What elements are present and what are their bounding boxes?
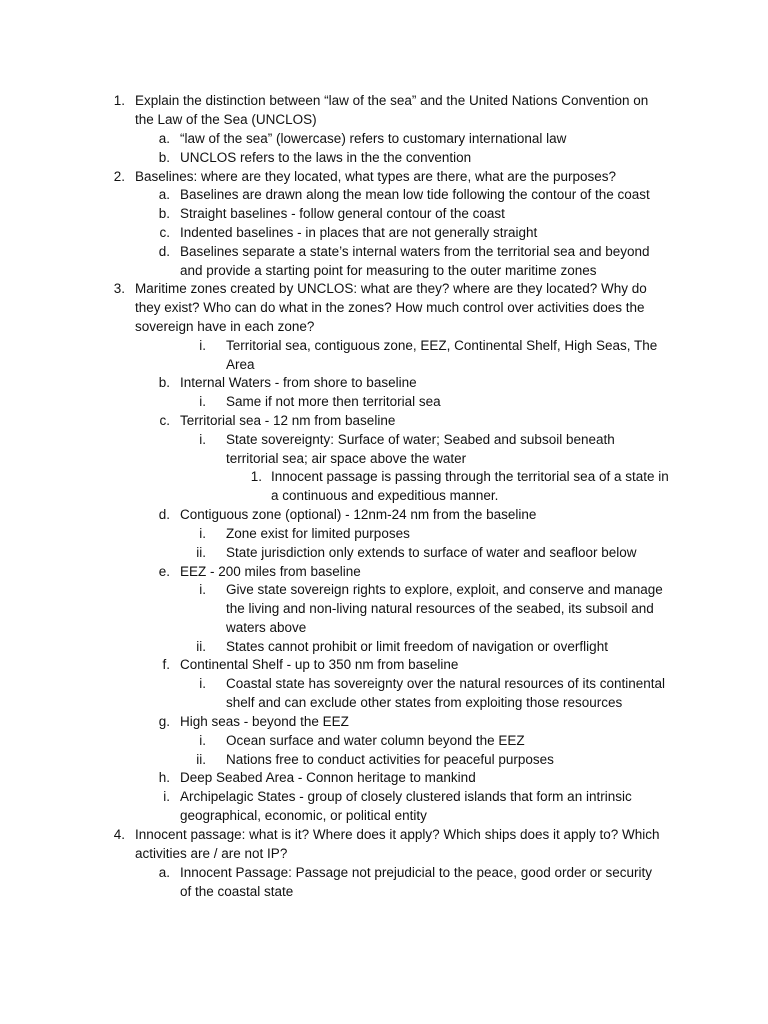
- outline-text-line: Baselines: where are they located, what types are there, what are the purposes?: [135, 169, 617, 184]
- outline-item: [199, 674, 690, 712]
- outline-text-line: States cannot prohibit or limit freedom of navigation or overflight: [226, 639, 608, 654]
- outline-marker: i.: [199, 394, 206, 409]
- outline-text-line: Straight baselines - follow general contour of the coast: [180, 206, 505, 221]
- outline-marker: a.: [158, 187, 170, 202]
- outline-text-line: the Law of the Sea (UNCLOS): [135, 112, 317, 127]
- outline-text-line: the living and non-living natural resources of the seabed, its subsoil and: [226, 601, 654, 616]
- outline-text-line: they exist? Who can do what in the zones? How much control over activities does the: [135, 300, 645, 315]
- outline-item: [158, 185, 690, 204]
- outline-marker: b.: [158, 206, 170, 221]
- outline-text-line: Zone exist for limited purposes: [226, 526, 410, 541]
- outline-marker: i.: [199, 338, 206, 353]
- outline-text-line: Innocent passage: what is it? Where does it apply? Which ships does it apply to? Which: [135, 827, 660, 842]
- outline-marker: ii.: [196, 639, 206, 654]
- outline-item: [199, 430, 690, 468]
- outline-item: [162, 655, 690, 674]
- outline-item: [199, 580, 690, 637]
- outline-item: [158, 863, 690, 901]
- outline-item: [113, 825, 690, 863]
- outline-marker: i.: [199, 733, 206, 748]
- outline-marker: i.: [199, 526, 206, 541]
- outline-text-line: a continuous and expeditious manner.: [271, 488, 499, 503]
- outline-text-line: geographical, economic, or political entity: [180, 808, 427, 823]
- outline-text-line: Maritime zones created by UNCLOS: what are they? where are they located? Why do: [135, 281, 647, 296]
- outline-marker: 4.: [113, 827, 125, 842]
- outline-item: [113, 91, 690, 129]
- outline-text-line: Innocent Passage: Passage not prejudicial to the peace, good order or security: [180, 865, 653, 880]
- outline-item: [158, 129, 690, 148]
- outline-text-line: territorial sea; air space above the water: [226, 451, 467, 466]
- outline-text-line: Innocent passage is passing through the territorial sea of a state in: [271, 469, 669, 484]
- outline-text-line: Territorial sea, contiguous zone, EEZ, Continental Shelf, High Seas, The: [226, 338, 658, 353]
- outline-item: [113, 167, 690, 186]
- outline-text-line: Explain the distinction between “law of the sea” and the United Nations Convention on: [135, 93, 649, 108]
- outline-marker: 3.: [113, 281, 125, 296]
- outline-marker: i.: [199, 676, 206, 691]
- outline-marker: i.: [199, 582, 206, 597]
- outline-marker: 1.: [113, 93, 125, 108]
- outline-item: [199, 392, 690, 411]
- outline-item: [196, 637, 690, 656]
- outline-item: [159, 411, 690, 430]
- outline-item: [158, 204, 690, 223]
- outline-text-line: State sovereignty: Surface of water; Seabed and subsoil beneath: [226, 432, 615, 447]
- outline-marker: d.: [158, 244, 170, 259]
- outline-text-line: Baselines are drawn along the mean low tide following the contour of the coast: [180, 187, 650, 202]
- outline-text-line: Give state sovereign rights to explore, exploit, and conserve and manage: [226, 582, 663, 597]
- outline-item: [158, 148, 690, 167]
- outline-marker: d.: [158, 507, 170, 522]
- outline-text-line: Nations free to conduct activities for peaceful purposes: [226, 752, 554, 767]
- outline-marker: h.: [158, 770, 170, 785]
- outline-text-line: EEZ - 200 miles from baseline: [180, 564, 361, 579]
- outline-item: [199, 731, 690, 750]
- outline-text-line: UNCLOS refers to the laws in the the convention: [180, 150, 472, 165]
- outline-marker: 2.: [113, 169, 125, 184]
- outline-marker: 1.: [250, 469, 262, 484]
- outline-marker: c.: [159, 413, 170, 428]
- outline-marker: c.: [159, 225, 170, 240]
- outline-marker: f.: [162, 657, 170, 672]
- outline-item: [199, 524, 690, 543]
- outline-text-line: State jurisdiction only extends to surface of water and seafloor below: [226, 545, 637, 560]
- outline-item: [196, 543, 690, 562]
- outline-marker: i.: [163, 789, 170, 804]
- outline-marker: b.: [158, 375, 170, 390]
- outline-text-line: Internal Waters - from shore to baseline: [180, 375, 417, 390]
- outline-text-line: shelf and can exclude other states from exploiting those resources: [226, 695, 623, 710]
- outline-text-line: “law of the sea” (lowercase) refers to customary international law: [180, 131, 567, 146]
- outline-marker: g.: [158, 714, 170, 729]
- outline-item: [158, 712, 690, 731]
- outline-item: [158, 768, 690, 787]
- outline-item: [250, 467, 690, 505]
- outline-marker: b.: [158, 150, 170, 165]
- outline-text-line: Baselines separate a state’s internal waters from the territorial sea and beyond: [180, 244, 650, 259]
- outline-text-line: High seas - beyond the EEZ: [180, 714, 349, 729]
- outline-text-line: Archipelagic States - group of closely clustered islands that form an intrinsic: [180, 789, 632, 804]
- outline-text-line: activities are / are not IP?: [135, 846, 288, 861]
- outline-item: [158, 505, 690, 524]
- outline-item: [158, 562, 690, 581]
- outline-text-line: and provide a starting point for measuring to the outer maritime zones: [180, 263, 597, 278]
- outline-item: [158, 373, 690, 392]
- outline-item: [163, 787, 690, 825]
- outline-marker: i.: [199, 432, 206, 447]
- outline-item: [199, 336, 690, 374]
- outline-item: [113, 279, 690, 336]
- outline-marker: a.: [158, 131, 170, 146]
- outline-item: [196, 750, 690, 769]
- outline-text-line: sovereign have in each zone?: [135, 319, 315, 334]
- outline-marker: e.: [158, 564, 170, 579]
- outline-text-line: Continental Shelf - up to 350 nm from baseline: [180, 657, 459, 672]
- outline-text-line: Contiguous zone (optional) - 12nm-24 nm from the baseline: [180, 507, 537, 522]
- outline-item: [159, 223, 690, 242]
- outline-text-line: Ocean surface and water column beyond the EEZ: [226, 733, 525, 748]
- outline-text-line: Deep Seabed Area - Connon heritage to mankind: [180, 770, 476, 785]
- outline-marker: a.: [158, 865, 170, 880]
- outline-text-line: Area: [226, 357, 255, 372]
- outline-text-line: of the coastal state: [180, 884, 294, 899]
- outline-text-line: Coastal state has sovereignty over the natural resources of its continental: [226, 676, 665, 691]
- outline-marker: ii.: [196, 545, 206, 560]
- outline-marker: ii.: [196, 752, 206, 767]
- outline-text-line: Same if not more then territorial sea: [226, 394, 441, 409]
- outline-item: [158, 242, 690, 280]
- outline-text-line: Territorial sea - 12 nm from baseline: [180, 413, 396, 428]
- outline-text-line: waters above: [226, 620, 307, 635]
- outline-text-line: Indented baselines - in places that are not generally straight: [180, 225, 538, 240]
